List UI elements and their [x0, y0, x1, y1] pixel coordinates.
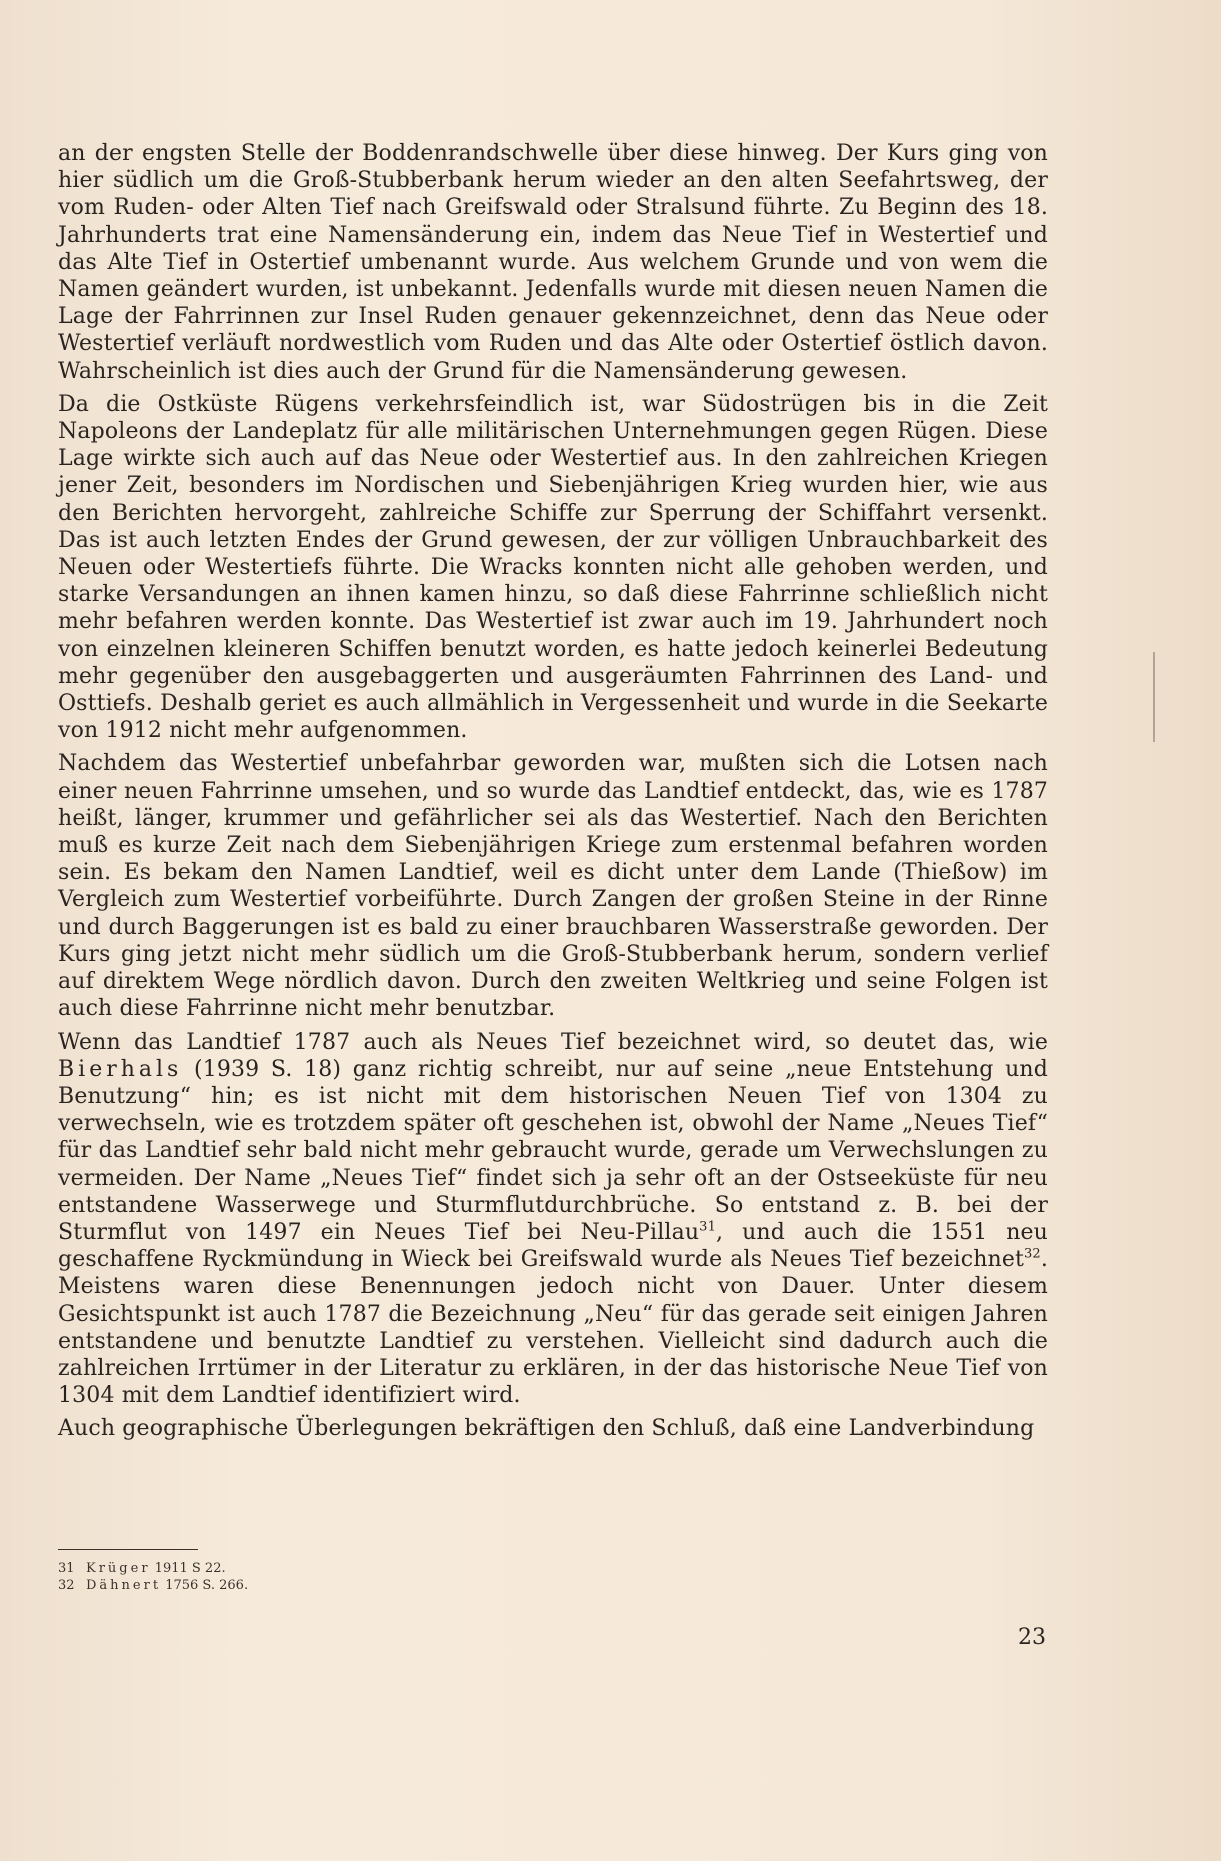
footnote-reference: 1911 S 22. — [154, 1561, 226, 1576]
cited-author: Bierhals — [58, 1056, 183, 1082]
paragraph-1: an der engsten Stelle der Boddenrandschwelle über diese hinweg. Der Kurs ging von hier südlich um die Groß-Stubberbank herum wieder an den alten Seefahrtsweg, der vom Ruden- oder Alten Tief nach Greifswald oder Stralsund führte. Zu Beginn des 18. Jahrhunderts trat eine Namensänderung ein, indem das Neue Tief in Westertief und das Alte Tief in Ostertief umbenannt wurde. Aus welchem Grunde und von wem die Namen geändert wurden, ist unbekannt. Jedenfalls wurde mit diesen neuen Namen die Lage der Fahrrinnen zur Insel Ruden genauer gekennzeichnet, denn das Neue oder Westertief verläuft nordwestlich vom Ruden und das Alte oder Ostertief östlich davon. Wahrscheinlich ist dies auch der Grund für die Namensänderung gewesen. — [58, 141, 1048, 384]
paragraph-2: Da die Ostküste Rügens verkehrsfeindlich ist, war Südostrügen bis in die Zeit Napoleons der Landeplatz für alle militärischen Unternehmungen gegen Rügen. Diese Lage wirkte sich auch auf das Neue oder Westertief aus. In den zahlreichen Kriegen jener Zeit, besonders im Nordischen und Siebenjährigen Krieg wurden hier, wie aus den Berichten hervorgeht, zahlreiche Schiffe zur Sperrung der Schiffahrt versenkt. Das ist auch letzten Endes der Grund gewesen, der zur völligen Unbrauchbarkeit des Neuen oder Westertiefs führte. Die Wracks konnten nicht alle gehoben werden, und starke Versandungen an ihnen kamen hinzu, so daß diese Fahrrinne schließlich nicht mehr befahren werden konnte. Das Westertief ist zwar auch im 19. Jahrhundert noch von einzelnen kleineren Schiffen benutzt worden, es hatte jedoch keinerlei Bedeutung mehr gegenüber den ausgebaggerten und ausgeräumten Fahrrinnen des Land- und Osttiefs. Deshalb geriet es auch allmählich in Vergessenheit und wurde in die Seekarte von 1912 nicht mehr aufgenommen. — [58, 391, 1048, 744]
paragraph-4-part-d: . Meistens waren diese Benennungen jedoch nicht von Dauer. Unter diesem Gesichtspunkt ist auch 1787 die Bezeichnung „Neu“ für das gerade seit einigen Jahren entstandene und benutzte Landtief zu verstehen. Vielleicht sind dadurch auch die zahlreichen Irrtümer in der Literatur zu erklären, in der das historische Neue Tief von 1304 mit dem Landtief identifiziert wird. — [58, 1247, 1048, 1409]
footnote-reference: 1756 S. 266. — [165, 1578, 249, 1593]
footnote-number: 31 — [58, 1561, 75, 1576]
paragraph-5: Auch geographische Überlegungen bekräftigen den Schluß, daß eine Landverbindung — [58, 1416, 1035, 1442]
paragraph-4-part-b: (1939 S. 18) ganz richtig schreibt, nur auf seine „neue Entstehung und Benutzung“ hin; es ist nicht mit dem historischen Neuen Tief von 1304 zu verwechseln, wie es trotzdem später oft geschehen ist, obwohl der Name „Neues Tief“ für das Landtief sehr bald nicht mehr gebraucht wurde, gerade um Verwechslungen zu vermeiden. Der Name „Neues Tief“ findet sich ja sehr oft an der Ostseeküste für neu entstandene Wasserwege und Sturmflutdurchbrüche. So entstand z. B. bei der Sturmflut von 1497 ein Neues Tief bei Neu-Pillau — [58, 1056, 1048, 1245]
footnote-32 — [58, 1577, 658, 1594]
footnote-ref-31[interactable]: 31 — [699, 1219, 716, 1235]
paragraph-4 — [58, 1029, 1048, 1410]
body-text — [58, 140, 1048, 1449]
footnote-author: Krüger — [86, 1561, 151, 1576]
paragraph-4-part-a: Wenn das Landtief 1787 auch als Neues Tief bezeichnet wird, so deutet das, wie — [58, 1029, 1048, 1055]
page-number: 23 — [1018, 1625, 1046, 1650]
footnote-number: 32 — [58, 1578, 75, 1593]
footnote-31 — [58, 1560, 658, 1577]
paragraph-3: Nachdem das Westertief unbefahrbar geworden war, mußten sich die Lotsen nach einer neuen Fahrrinne umsehen, und so wurde das Landtief entdeckt, das, wie es 1787 heißt, länger, krummer und gefährlicher sei als das Westertief. Nach den Berichten muß es kurze Zeit nach dem Siebenjährigen Kriege zum erstenmal befahren worden sein. Es bekam den Namen Landtief, weil es dicht unter dem Lande (Thießow) im Vergleich zum Westertief vorbeiführte. Durch Zangen der großen Steine in der Rinne und durch Baggerungen ist es bald zu einer brauchbaren Wasserstraße geworden. Der Kurs ging jetzt nicht mehr südlich um die Groß-Stubberbank herum, sondern verlief auf direktem Wege nördlich davon. Durch den zweiten Weltkrieg und seine Folgen ist auch diese Fahrrinne nicht mehr benutzbar. — [58, 751, 1048, 1022]
footnote-author: Dähnert — [86, 1578, 162, 1593]
footnotes — [58, 1560, 658, 1594]
margin-pencil-mark — [1153, 652, 1155, 742]
footnote-ref-32[interactable]: 32 — [1024, 1246, 1041, 1262]
paragraph-4-part-c: , und auch die 1551 neu geschaffene Ryckmündung in Wieck bei Greifswald wurde als Neues Tief bezeichnet — [58, 1219, 1048, 1273]
footnote-divider — [58, 1549, 198, 1550]
